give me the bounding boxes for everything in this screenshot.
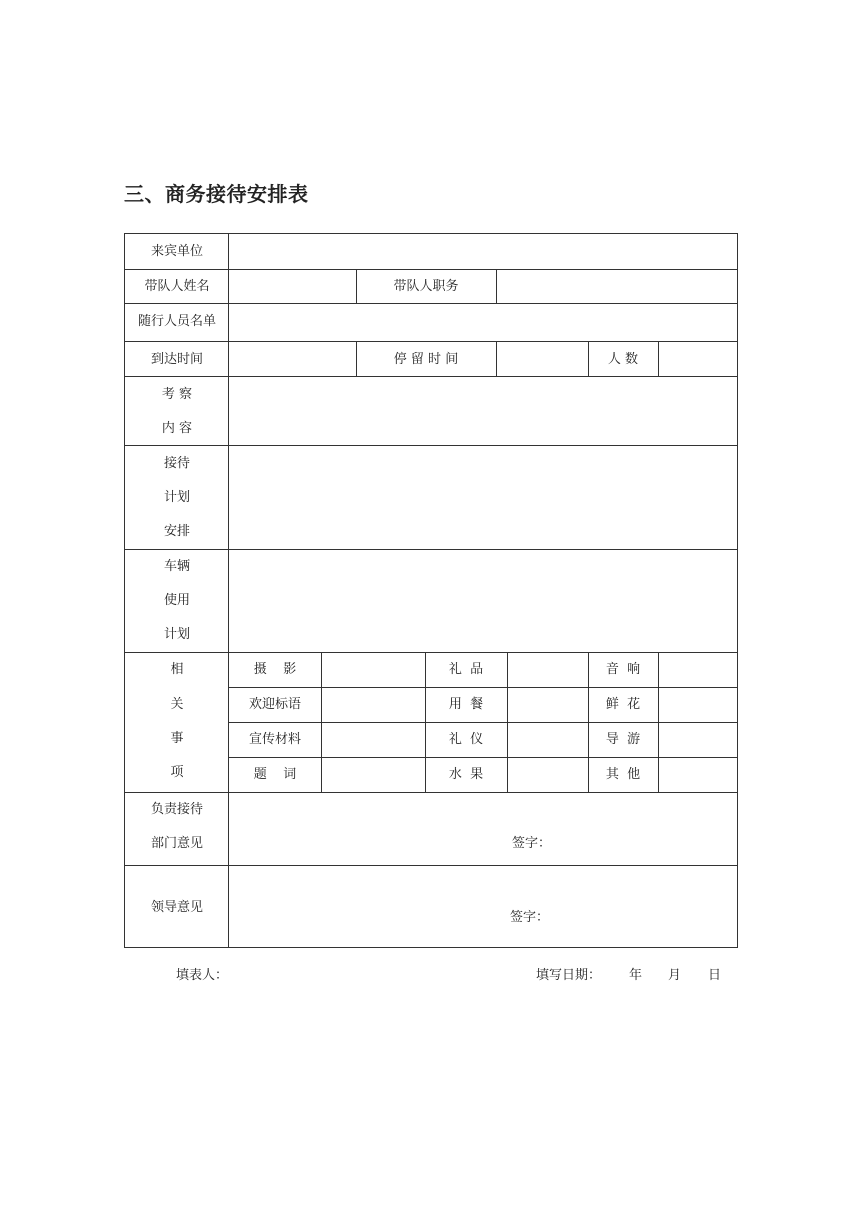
- item-fruit-field[interactable]: [508, 758, 588, 792]
- item-dining-field[interactable]: [508, 688, 588, 722]
- item-audio-label: 音 响: [605, 662, 641, 677]
- page-title: 三、商务接待安排表: [124, 182, 309, 206]
- item-fruit-label: 水 果: [448, 767, 484, 782]
- leader-name-label: 带队人姓名: [144, 279, 210, 294]
- related-label-char1: 相: [170, 662, 184, 677]
- related-label-char3: 事: [170, 731, 184, 746]
- reception-plan-label-line2: 计划: [163, 490, 191, 505]
- members-label: 随行人员名单: [137, 314, 217, 329]
- vehicle-plan-label-line1: 车辆: [163, 559, 191, 574]
- col-divider: [588, 652, 589, 792]
- leader-position-field[interactable]: [497, 270, 737, 303]
- vehicle-plan-field[interactable]: [229, 550, 737, 652]
- vehicle-plan-label-line3: 计划: [163, 627, 191, 642]
- item-other-label: 其 他: [605, 767, 641, 782]
- item-gifts-label: 礼 品: [448, 662, 484, 677]
- item-welcome-banner-field[interactable]: [322, 688, 425, 722]
- item-flowers-label: 鲜 花: [605, 697, 641, 712]
- inspection-field[interactable]: [229, 377, 737, 445]
- dept-opinion-label-line1: 负责接待: [150, 802, 204, 817]
- dept-opinion-field[interactable]: [229, 793, 737, 865]
- year-label: 年: [629, 968, 643, 983]
- item-etiquette-label: 礼 仪: [448, 732, 484, 747]
- item-other-field[interactable]: [659, 758, 737, 792]
- vehicle-plan-label-line2: 使用: [163, 593, 191, 608]
- col-divider: [356, 341, 357, 376]
- item-guide-label: 导 游: [605, 732, 641, 747]
- item-inscription-field[interactable]: [322, 758, 425, 792]
- arrival-time-field[interactable]: [229, 342, 356, 376]
- reception-plan-label-line3: 安排: [163, 524, 191, 539]
- row-divider: [125, 652, 737, 653]
- item-gifts-field[interactable]: [508, 653, 588, 687]
- item-photography-field[interactable]: [322, 653, 425, 687]
- stay-time-label: 停 留 时 间: [393, 352, 459, 367]
- reception-plan-field[interactable]: [229, 446, 737, 549]
- col-divider: [588, 341, 589, 376]
- item-dining-label: 用 餐: [448, 697, 484, 712]
- reception-plan-label-line1: 接待: [163, 456, 191, 471]
- item-etiquette-field[interactable]: [508, 723, 588, 757]
- item-photography-label: 摄 影: [253, 662, 297, 677]
- col-divider: [356, 269, 357, 303]
- dept-opinion-label-line2: 部门意见: [150, 836, 204, 851]
- item-audio-field[interactable]: [659, 653, 737, 687]
- reception-form: [124, 233, 738, 948]
- item-guide-field[interactable]: [659, 723, 737, 757]
- item-welcome-banner-label: 欢迎标语: [248, 697, 302, 712]
- related-label-char2: 关: [170, 697, 184, 712]
- leader-opinion-label: 领导意见: [150, 900, 204, 915]
- col-divider: [425, 652, 426, 792]
- item-flowers-field[interactable]: [659, 688, 737, 722]
- related-label-char4: 项: [170, 765, 184, 780]
- leader-position-label: 带队人职务: [393, 279, 459, 294]
- fill-date-label: 填写日期：: [536, 968, 602, 983]
- filler-label: 填表人：: [176, 968, 229, 983]
- headcount-field[interactable]: [659, 342, 737, 376]
- item-promo-materials-field[interactable]: [322, 723, 425, 757]
- headcount-label: 人 数: [607, 352, 639, 367]
- inspection-label-line2: 内 容: [161, 421, 193, 436]
- leader-name-field[interactable]: [229, 270, 356, 303]
- day-label: 日: [708, 968, 722, 983]
- visiting-unit-label: 来宾单位: [150, 244, 204, 259]
- row-divider: [125, 341, 737, 342]
- inspection-label-line1: 考 察: [161, 387, 193, 402]
- item-promo-materials-label: 宣传材料: [248, 732, 302, 747]
- item-inscription-label: 题 词: [253, 767, 297, 782]
- month-label: 月: [668, 968, 682, 983]
- leader-signature-label: 签字：: [510, 910, 550, 925]
- leader-opinion-field[interactable]: [229, 866, 737, 947]
- members-field[interactable]: [229, 304, 737, 341]
- visiting-unit-field[interactable]: [229, 234, 737, 269]
- stay-time-field[interactable]: [497, 342, 588, 376]
- arrival-time-label: 到达时间: [150, 352, 204, 367]
- dept-signature-label: 签字：: [512, 836, 552, 851]
